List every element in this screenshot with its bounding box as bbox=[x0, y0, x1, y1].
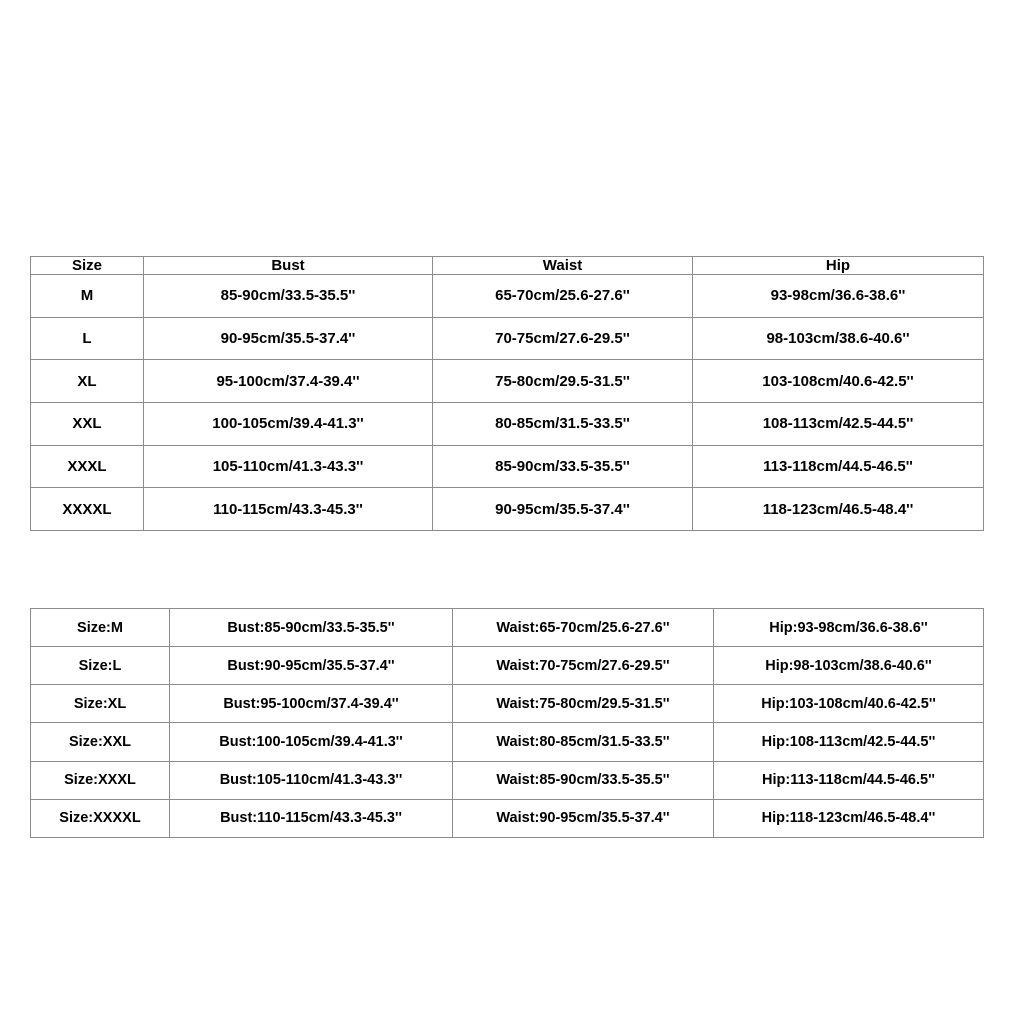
table-cell: 105-110cm/41.3-43.3'' bbox=[144, 445, 433, 488]
table-cell: Size:XL bbox=[31, 685, 170, 723]
table-cell: Hip:103-108cm/40.6-42.5'' bbox=[714, 685, 984, 723]
table-cell: Size:M bbox=[31, 609, 170, 647]
table-cell: XXXXL bbox=[31, 488, 144, 531]
table-cell: Bust:110-115cm/43.3-45.3'' bbox=[170, 799, 453, 837]
size-chart-inline-body bbox=[31, 609, 984, 838]
table-cell: M bbox=[31, 275, 144, 318]
table-cell: Waist:85-90cm/33.5-35.5'' bbox=[453, 761, 714, 799]
table-cell: 90-95cm/35.5-37.4'' bbox=[144, 317, 433, 360]
table-cell: Bust:105-110cm/41.3-43.3'' bbox=[170, 761, 453, 799]
table-cell: Hip:113-118cm/44.5-46.5'' bbox=[714, 761, 984, 799]
table-cell: Size:L bbox=[31, 647, 170, 685]
size-chart-body bbox=[31, 275, 984, 531]
table-row bbox=[31, 360, 984, 403]
table-row bbox=[31, 761, 984, 799]
table-cell: 80-85cm/31.5-33.5'' bbox=[433, 402, 693, 445]
table-cell: Hip:98-103cm/38.6-40.6'' bbox=[714, 647, 984, 685]
table-row bbox=[31, 445, 984, 488]
table-cell: 100-105cm/39.4-41.3'' bbox=[144, 402, 433, 445]
table-cell: Bust:95-100cm/37.4-39.4'' bbox=[170, 685, 453, 723]
table-cell: 103-108cm/40.6-42.5'' bbox=[693, 360, 984, 403]
header-cell-waist: Waist bbox=[433, 257, 693, 275]
table-cell: Waist:80-85cm/31.5-33.5'' bbox=[453, 723, 714, 761]
table-cell: L bbox=[31, 317, 144, 360]
table-cell: Waist:65-70cm/25.6-27.6'' bbox=[453, 609, 714, 647]
table-cell: Size:XXL bbox=[31, 723, 170, 761]
table-cell: XXXL bbox=[31, 445, 144, 488]
table-cell: Hip:93-98cm/36.6-38.6'' bbox=[714, 609, 984, 647]
table-row bbox=[31, 488, 984, 531]
size-chart-table-inline-labels bbox=[30, 608, 984, 838]
table-row bbox=[31, 723, 984, 761]
table-row bbox=[31, 402, 984, 445]
table-cell: Hip:118-123cm/46.5-48.4'' bbox=[714, 799, 984, 837]
table-row bbox=[31, 275, 984, 318]
table-cell: Bust:100-105cm/39.4-41.3'' bbox=[170, 723, 453, 761]
header-cell-bust: Bust bbox=[144, 257, 433, 275]
table-cell: 75-80cm/29.5-31.5'' bbox=[433, 360, 693, 403]
table-cell: 85-90cm/33.5-35.5'' bbox=[433, 445, 693, 488]
table-cell: 118-123cm/46.5-48.4'' bbox=[693, 488, 984, 531]
table-cell: XXL bbox=[31, 402, 144, 445]
table-row bbox=[31, 685, 984, 723]
table-cell: Waist:90-95cm/35.5-37.4'' bbox=[453, 799, 714, 837]
table-cell: XL bbox=[31, 360, 144, 403]
header-cell-hip: Hip bbox=[693, 257, 984, 275]
header-cell-size: Size bbox=[31, 257, 144, 275]
table-cell: 90-95cm/35.5-37.4'' bbox=[433, 488, 693, 531]
size-chart-header-row bbox=[31, 257, 984, 275]
table-cell: Waist:70-75cm/27.6-29.5'' bbox=[453, 647, 714, 685]
table-cell: Size:XXXL bbox=[31, 761, 170, 799]
table-row bbox=[31, 609, 984, 647]
table-cell: 113-118cm/44.5-46.5'' bbox=[693, 445, 984, 488]
table-cell: Bust:90-95cm/35.5-37.4'' bbox=[170, 647, 453, 685]
table-row bbox=[31, 647, 984, 685]
table-cell: 110-115cm/43.3-45.3'' bbox=[144, 488, 433, 531]
table-row bbox=[31, 799, 984, 837]
table-cell: Bust:85-90cm/33.5-35.5'' bbox=[170, 609, 453, 647]
size-chart-table-columns bbox=[30, 256, 984, 531]
table-cell: 98-103cm/38.6-40.6'' bbox=[693, 317, 984, 360]
table-cell: 70-75cm/27.6-29.5'' bbox=[433, 317, 693, 360]
table-header-row bbox=[31, 257, 984, 275]
table-cell: 95-100cm/37.4-39.4'' bbox=[144, 360, 433, 403]
table-cell: 93-98cm/36.6-38.6'' bbox=[693, 275, 984, 318]
table-cell: 65-70cm/25.6-27.6'' bbox=[433, 275, 693, 318]
table-cell: Hip:108-113cm/42.5-44.5'' bbox=[714, 723, 984, 761]
table-cell: 85-90cm/33.5-35.5'' bbox=[144, 275, 433, 318]
table-row bbox=[31, 317, 984, 360]
table-cell: 108-113cm/42.5-44.5'' bbox=[693, 402, 984, 445]
table-cell: Size:XXXXL bbox=[31, 799, 170, 837]
table-cell: Waist:75-80cm/29.5-31.5'' bbox=[453, 685, 714, 723]
